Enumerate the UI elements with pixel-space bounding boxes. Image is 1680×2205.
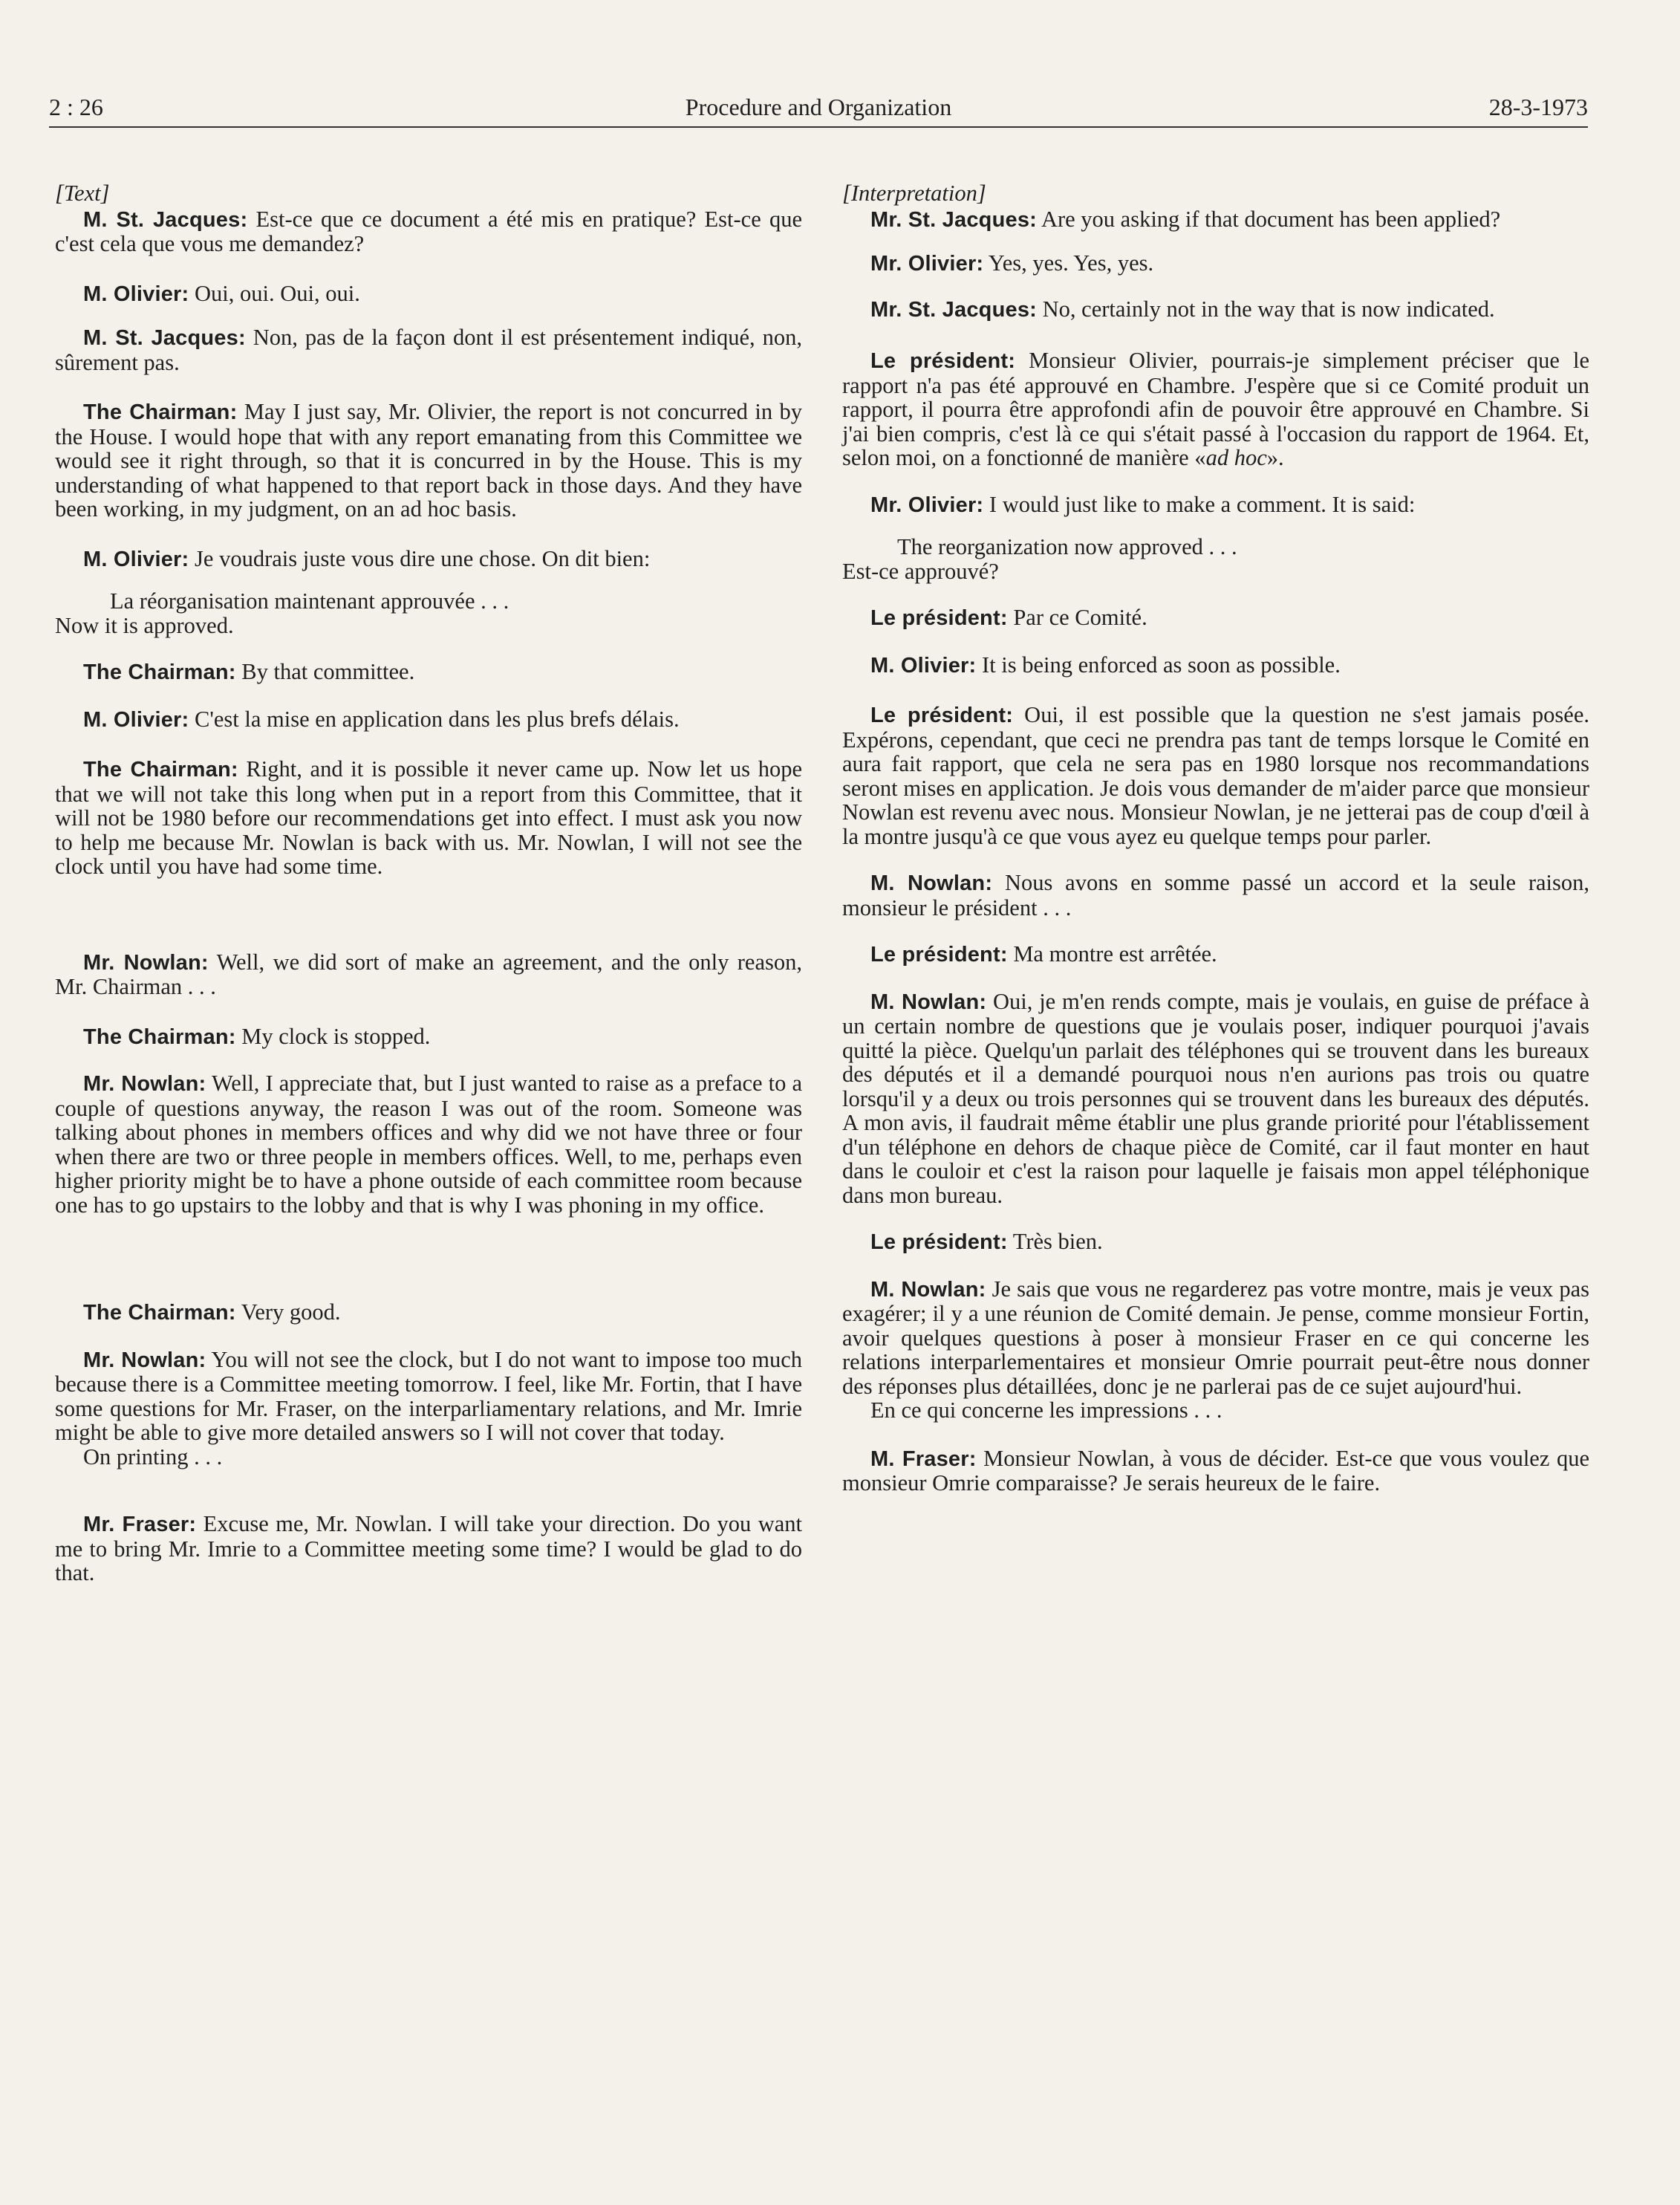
transcript-paragraph: The Chairman: My clock is stopped. [83,1023,431,1049]
speaker-name: M. St. Jacques: [83,207,248,232]
speaker-name: The Chairman: [83,400,238,424]
speaker-name: The Chairman: [83,1301,236,1325]
transcript-paragraph: The Chairman: Right, and it is possible it never came up. Now let us hope that we will not take this long when put in a report from this Committee, that it will not be 1980 before our recommendations get into effect. I must ask you now to help me because Mr. Nowlan is back with us. Mr. Nowlan, I will not see the clock until you have had some time. [55,756,802,879]
speaker-name: M. Olivier: [870,653,977,678]
speaker-name: Mr. Olivier: [870,252,984,276]
speaker-name: M. Nowlan: [870,1277,986,1302]
quoted-text: La réorganisation maintenant approuvée . . . [110,588,509,614]
section-label: [Interpretation] [842,181,986,206]
transcript-paragraph: M. Nowlan: Nous avons en somme passé un accord et la seule raison, monsieur le président . . . [842,870,1589,920]
speaker-name: M. Nowlan: [870,990,987,1014]
transcript-paragraph: Le président: Très bien. [870,1229,1103,1254]
running-title: Procedure and Organization [685,94,952,120]
transcript-paragraph: M. St. Jacques: Non, pas de la façon dont il est présentement indiqué, non, sûrement pas. [55,325,802,375]
speaker-name: Mr. Olivier: [870,493,984,517]
speaker-name: Le président: [870,606,1008,630]
speaker-name: Mr. Nowlan: [83,950,209,975]
speaker-name: The Chairman: [83,1024,236,1049]
transcript-paragraph: M. Olivier: Oui, oui. Oui, oui. [83,280,360,306]
transcript-paragraph: Mr. Nowlan: You will not see the clock, but I do not want to impose too much because there is a Committee meeting tomorrow. I feel, like Mr. Fortin, that I have some questions for Mr. Fraser, on the interparliamentary relations, and Mr. Imrie might be able to give more detailed answers so I will not cover that today. [55,1346,802,1445]
transcript-paragraph: M. Olivier: Je voudrais juste vous dire une chose. On dit bien: [83,545,651,571]
continuation-text: Est-ce approuvé? [842,558,999,584]
speaker-name: Mr. Fraser: [83,1513,197,1536]
right-column-text [842,181,1589,1516]
transcript-paragraph: Mr. Nowlan: Well, we did sort of make an agreement, and the only reason, Mr. Chairman . . . [55,949,802,999]
transcript-paragraph: Mr. Olivier: Yes, yes. Yes, yes. [870,250,1154,276]
continuation-text: En ce qui concerne les impressions . . . [870,1397,1222,1423]
speaker-name: Mr. St. Jacques: [870,297,1037,322]
transcript-paragraph: The Chairman: Very good. [83,1299,341,1325]
speaker-name: M. St. Jacques: [83,326,246,350]
speaker-name: M. Olivier: [83,707,189,732]
continuation-text: Now it is approved. [55,612,234,638]
speaker-name: Mr. Nowlan: [83,1072,206,1096]
continuation-text: On printing . . . [83,1444,223,1470]
transcript-paragraph: M. Olivier: C'est la mise en application dans les plus brefs délais. [83,706,680,732]
speaker-name: Mr. St. Jacques: [870,207,1037,232]
transcript-paragraph: M. Nowlan: Je sais que vous ne regarderez pas votre montre, mais je veux pas exagérer; il y a une réunion de Comité demain. Je pense, comme monsieur Fortin, avoir quelques questions à poser à monsieur Fraser en ce qui concerne les relations interparlementaires et monsieur Omrie pourrait peut-être nous donner des réponses plus détaillées, donc je ne parlerai pas de ce sujet aujourd'hui. [842,1276,1589,1399]
quoted-text: The reorganization now approved . . . [897,534,1237,559]
transcript-paragraph: Mr. St. Jacques: No, certainly not in the way that is now indicated. [870,296,1495,322]
transcript-paragraph: Le président: Par ce Comité. [870,605,1147,630]
speaker-name: Le président: [870,349,1016,373]
speaker-name: M. Nowlan: [870,871,993,895]
transcript-paragraph: M. Fraser: Monsieur Nowlan, à vous de décider. Est-ce que vous voulez que monsieur Omrie comparaisse? Je serais heureux de le faire. [842,1445,1589,1496]
transcript-paragraph: Mr. Nowlan: Well, I appreciate that, but I just wanted to raise as a preface to a couple of questions anyway, the reason I was out of the room. Someone was talking about phones in members offices and why did we not have three or four when there are two or three people in members offices. Well, to me, perhaps even higher priority might be to have a phone outside of each committee room because one has to go upstairs to the lobby and that is why I was phoning in my office. [55,1071,802,1218]
speaker-name: Mr. Nowlan: [83,1348,206,1372]
transcript-paragraph: Le président: Monsieur Olivier, pourrais-je simplement préciser que le rapport n'a pas été approuvé en Chambre. J'espère que si ce Comité produit un rapport, il pourra être approfondi afin de pouvoir être approuvé en Chambre. Si j'ai bien compris, c'est là ce qui s'était passé à l'occasion du rapport de 1964. Et, selon moi, on a fonctionné de manière «ad hoc». [842,348,1589,470]
transcript-paragraph: M. St. Jacques: Est-ce que ce document a été mis en pratique? Est-ce que c'est cela que vous me demandez? [55,206,802,256]
page-number: 2 : 26 [49,94,103,120]
section-label: [Text] [55,181,110,206]
transcript-paragraph: Le président: Oui, il est possible que la question ne s'est jamais posée. Expérons, cependant, que ceci ne prendra pas tant de temps lorsque le Comité en aura fait rapport, que cela ne sera pas en 1980 lorsque nos recommandations seront mises en application. Je dois vous demander de m'aider parce que monsieur Nowlan est revenu avec nous. Monsieur Nowlan, je ne jetterai pas de coup d'œil à la montre jusqu'à ce que vous ayez eu quelque temps pour parler. [842,702,1589,849]
transcript-paragraph: The Chairman: By that committee. [83,659,415,684]
speaker-name: Le président: [870,704,1014,727]
speaker-name: M. Olivier: [83,547,189,571]
transcript-paragraph: Le président: Ma montre est arrêtée. [870,941,1217,967]
speaker-name: Le président: [870,1230,1008,1254]
left-column-text [55,181,802,1606]
speaker-name: The Chairman: [83,660,236,684]
transcript-paragraph: The Chairman: May I just say, Mr. Olivier, the report is not concurred in by the House. I would hope that with any report emanating from this Committee we would see it right through, so that it is concurred in by the House. This is my understanding of what happened to that report back in those days. And they have been working, in my judgment, on an ad hoc basis. [55,399,802,522]
transcript-paragraph: Mr. Olivier: I would just like to make a comment. It is said: [870,491,1416,517]
speaker-name: Le président: [870,943,1008,967]
speaker-name: M. Olivier: [83,282,189,306]
transcript-paragraph: M. Olivier: It is being enforced as soon as possible. [870,652,1341,678]
page-header [49,91,1588,128]
transcript-paragraph: M. Nowlan: Oui, je m'en rends compte, mais je voulais, en guise de préface à un certain nombre de questions que je voulais poser, indiquer pourquoi j'avais quitté la pièce. Quelqu'un parlait des téléphones qui se trouvent dans les bureaux des députés et il a demandé pourquoi nous n'en aurions pas trois ou quatre lorsqu'il y a deux ou trois personnes qui se trouvent dans les bureaux des députés. A mon avis, il faudrait même établir une plus grande priorité pour l'établissement d'un téléphone en dehors de chaque pièce de Comité, car il faut monter en haut dans le couloir et c'est la raison pour laquelle je faisais mon appel téléphonique dans mon bureau. [842,988,1589,1208]
speaker-name: The Chairman: [83,758,238,782]
transcript-paragraph: Mr. St. Jacques: Are you asking if that document has been applied? [870,206,1501,232]
transcript-paragraph: Mr. Fraser: Excuse me, Mr. Nowlan. I will take your direction. Do you want me to bring Mr. Imrie to a Committee meeting some time? I would be glad to do that. [55,1511,802,1585]
italic-term: ad hoc [1205,445,1267,470]
speaker-name: M. Fraser: [870,1446,977,1471]
page-date: 28-3-1973 [1488,94,1588,120]
